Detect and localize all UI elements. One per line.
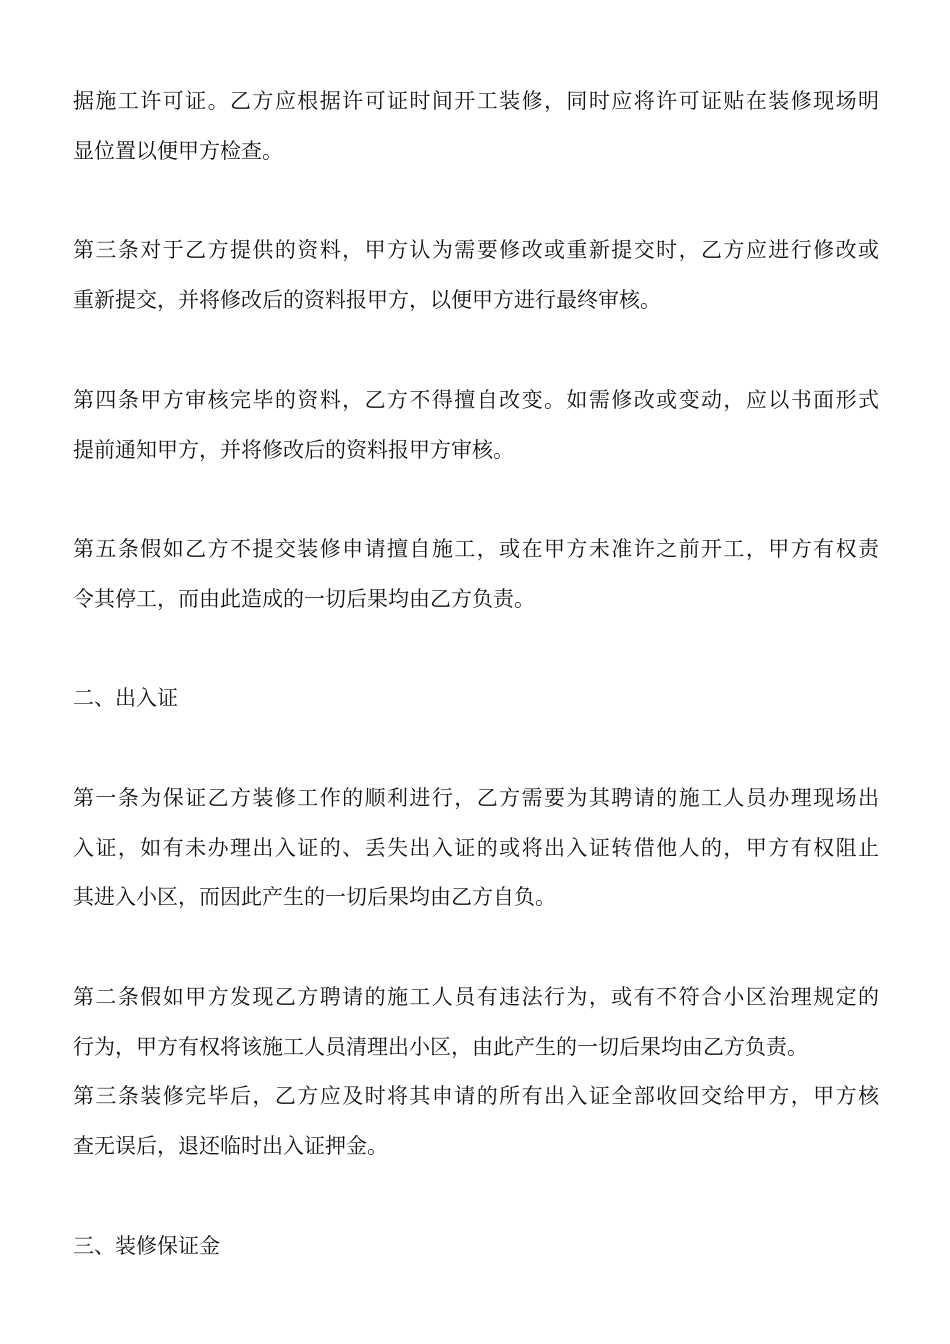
section-2-article-2-line: 行为，甲方有权将该施工人员清理出小区，由此产生的一切后果均由乙方负责。 <box>73 1035 808 1059</box>
article-3-line: 第三条对于乙方提供的资料，甲方认为需要修改或重新提交时，乙方应进行修改或 <box>73 238 879 262</box>
article-5-line: 令其停工，而由此造成的一切后果均由乙方负责。 <box>73 587 535 611</box>
section-2-article-2-line: 第二条假如甲方发现乙方聘请的施工人员有违法行为，或有不符合小区治理规定的 <box>73 985 879 1009</box>
article-3-line: 重新提交，并将修改后的资料报甲方，以便甲方进行最终审核。 <box>73 288 661 312</box>
section-2-article-3-line: 第三条装修完毕后，乙方应及时将其申请的所有出入证全部收回交给甲方，甲方核 <box>73 1084 879 1108</box>
text-line: 据施工许可证。乙方应根据许可证时间开工装修，同时应将许可证贴在装修现场明 <box>73 89 879 113</box>
section-heading-deposit: 三、装修保证金 <box>73 1234 220 1258</box>
section-2-article-1-line: 其进入小区，而因此产生的一切后果均由乙方自负。 <box>73 885 556 909</box>
text-line: 显位置以便甲方检查。 <box>73 139 283 163</box>
article-4-line: 第四条甲方审核完毕的资料，乙方不得擅自改变。如需修改或变动，应以书面形式 <box>73 388 879 412</box>
section-2-article-1-line: 第一条为保证乙方装修工作的顺利进行，乙方需要为其聘请的施工人员办理现场出 <box>73 786 879 810</box>
article-5-line: 第五条假如乙方不提交装修申请擅自施工，或在甲方未准许之前开工，甲方有权责 <box>73 537 879 561</box>
section-heading-entry-pass: 二、出入证 <box>73 686 178 710</box>
section-2-article-3-line: 查无误后，退还临时出入证押金。 <box>73 1134 388 1158</box>
article-4-line: 提前通知甲方，并将修改后的资料报甲方审核。 <box>73 438 514 462</box>
section-2-article-1-line: 入证，如有未办理出入证的、丢失出入证的或将出入证转借他人的，甲方有权阻止 <box>73 836 879 860</box>
